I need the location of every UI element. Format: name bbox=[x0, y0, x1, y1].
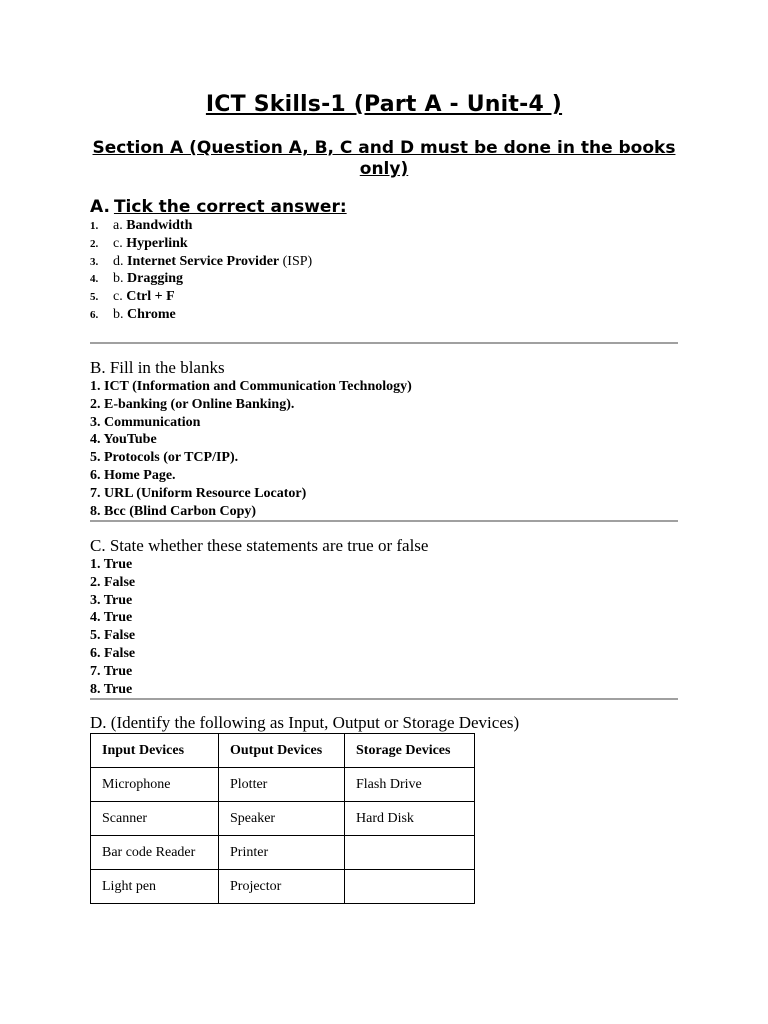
list-item: 5. Protocols (or TCP/IP). bbox=[90, 450, 239, 466]
table-cell bbox=[345, 836, 475, 870]
section-a-title: Tick the correct answer: bbox=[113, 197, 347, 217]
list-item: 4. True bbox=[90, 610, 133, 626]
item-number: 4. bbox=[90, 273, 99, 286]
item-option: a. bbox=[113, 218, 123, 233]
list-item bbox=[90, 217, 312, 235]
table-row bbox=[91, 870, 475, 904]
section-divider bbox=[90, 342, 678, 344]
list-item: 2. False bbox=[90, 574, 136, 590]
item-extra: (ISP) bbox=[279, 253, 313, 269]
table-cell: Light pen bbox=[91, 870, 219, 904]
item-number: 1. bbox=[90, 220, 99, 232]
item-answer: Bandwidth bbox=[126, 218, 193, 233]
section-divider bbox=[90, 698, 678, 700]
list-item: 7. URL (Uniform Resource Locator) bbox=[90, 485, 307, 501]
page-title: ICT Skills-1 (Part A - Unit-4 ) bbox=[205, 92, 563, 117]
table-cell: Flash Drive bbox=[345, 768, 475, 802]
table-header-row bbox=[91, 734, 475, 768]
list-item bbox=[90, 270, 312, 288]
item-number: 3. bbox=[90, 255, 99, 268]
item-option: b. bbox=[113, 306, 124, 322]
item-option: b. bbox=[113, 271, 124, 287]
list-item: 1. ICT (Information and Communication Technology) bbox=[90, 379, 412, 394]
item-answer: Chrome bbox=[127, 306, 176, 322]
table-cell: Printer bbox=[219, 836, 345, 870]
item-option: c. bbox=[113, 289, 123, 305]
table-cell bbox=[345, 870, 475, 904]
item-option: c. bbox=[113, 235, 123, 251]
section-c-heading: C. State whether these statements are true or false bbox=[90, 536, 429, 555]
list-item: 2. E-banking (or Online Banking). bbox=[90, 396, 295, 412]
section-d-heading: D. (Identify the following as Input, Output or Storage Devices) bbox=[90, 713, 520, 732]
list-item: 3. Communication bbox=[90, 414, 201, 430]
table-cell: Scanner bbox=[91, 802, 219, 836]
section-c-list bbox=[90, 556, 135, 698]
list-item bbox=[90, 306, 312, 324]
section-a-list bbox=[90, 217, 312, 324]
table-header-cell: Output Devices bbox=[219, 734, 345, 768]
item-answer: Ctrl + F bbox=[126, 289, 175, 305]
item-number: 5. bbox=[90, 291, 99, 304]
table-row bbox=[91, 836, 475, 870]
table-cell: Microphone bbox=[91, 768, 219, 802]
page-subtitle: Section A (Question A, B, C and D must be done in the books only) bbox=[92, 138, 676, 179]
list-item: 8. True bbox=[90, 681, 133, 697]
table-header-cell: Input Devices bbox=[91, 734, 219, 768]
table-row bbox=[91, 802, 475, 836]
list-item: 6. Home Page. bbox=[90, 467, 176, 483]
section-a-letter: A. bbox=[90, 197, 110, 217]
item-answer: Hyperlink bbox=[126, 235, 188, 251]
list-item bbox=[90, 235, 312, 253]
list-item: 6. False bbox=[90, 645, 136, 661]
section-divider bbox=[90, 520, 678, 522]
devices-table bbox=[90, 733, 475, 904]
table-cell: Hard Disk bbox=[345, 802, 475, 836]
item-option: d. bbox=[113, 253, 124, 269]
table-cell: Bar code Reader bbox=[91, 836, 219, 870]
item-number: 6. bbox=[90, 308, 99, 321]
table-cell: Plotter bbox=[219, 768, 345, 802]
list-item: 3. True bbox=[90, 592, 133, 608]
item-number: 2. bbox=[90, 237, 99, 250]
list-item: 4. YouTube bbox=[90, 432, 157, 448]
section-b-heading: B. Fill in the blanks bbox=[90, 358, 225, 377]
list-item: 7. True bbox=[90, 663, 133, 679]
list-item: 8. Bcc (Blind Carbon Copy) bbox=[90, 503, 257, 519]
section-a-heading bbox=[90, 197, 347, 217]
table-header-cell: Storage Devices bbox=[345, 734, 475, 768]
item-answer: Internet Service Provider bbox=[127, 253, 280, 269]
table-row bbox=[91, 768, 475, 802]
list-item bbox=[90, 288, 312, 306]
list-item bbox=[90, 253, 312, 271]
item-answer: Dragging bbox=[127, 271, 183, 287]
table-cell: Speaker bbox=[219, 802, 345, 836]
list-item: 1. True bbox=[90, 557, 133, 572]
list-item: 5. False bbox=[90, 628, 136, 644]
section-b-list bbox=[90, 378, 412, 520]
table-cell: Projector bbox=[219, 870, 345, 904]
